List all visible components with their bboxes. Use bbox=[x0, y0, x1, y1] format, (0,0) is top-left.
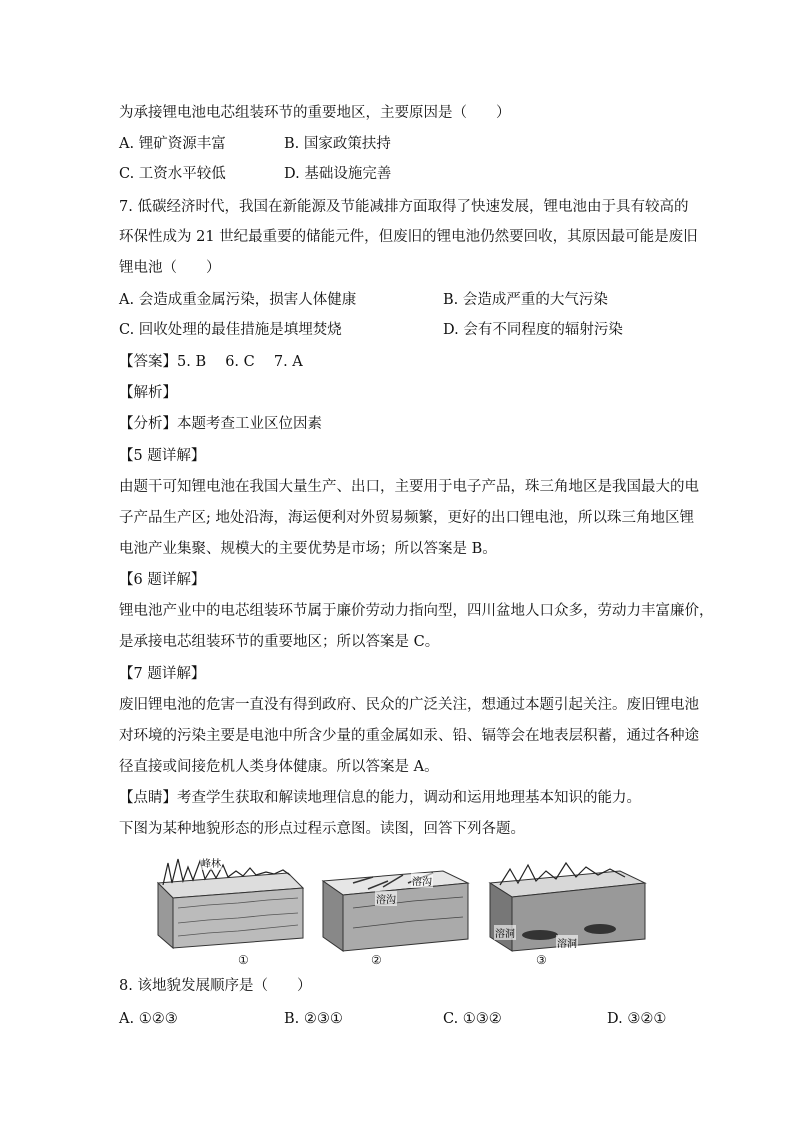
q7-option-a: A. 会造成重金属污染，损害人体健康 bbox=[119, 292, 357, 308]
q6-option-c: C. 工资水平较低 bbox=[119, 166, 226, 182]
q8-stem: 8. 该地貌发展顺序是（ ） bbox=[119, 978, 312, 994]
q7-stem-line2: 环保性成为 21 世纪最重要的储能元件，但废旧的锂电池仍然要回收，其原因最可能是废旧 bbox=[119, 229, 698, 245]
figure-2-number: ② bbox=[371, 953, 382, 967]
q7-option-d: D. 会有不同程度的辐射污染 bbox=[443, 322, 623, 338]
q7-detail-line3: 径直接或间接危机人类身体健康。所以答案是 A。 bbox=[119, 759, 439, 775]
q6-detail-line1: 锂电池产业中的电芯组装环节属于廉价劳动力指向型，四川盆地人口众多，劳动力丰富廉价， bbox=[119, 603, 714, 619]
q8-option-c: C. ①③② bbox=[443, 1011, 502, 1027]
q7-detail-line2: 对环境的污染主要是电池中所含少量的重金属如汞、铅、镉等会在地表层积蓄，通过各种途 bbox=[119, 728, 699, 744]
q7-option-c: C. 回收处理的最佳措施是填埋焚烧 bbox=[119, 322, 342, 338]
figure-1 bbox=[148, 853, 308, 967]
answer-line: 【答案】5. B 6. C 7. A bbox=[119, 354, 303, 370]
q5-detail-heading: 【5 题详解】 bbox=[119, 448, 206, 464]
analysis-heading: 【解析】 bbox=[119, 385, 177, 401]
q6-option-a: A. 锂矿资源丰富 bbox=[119, 136, 226, 152]
q8-option-b: B. ②③① bbox=[284, 1011, 343, 1027]
figure-2-groove-label-b: 溶沟 bbox=[375, 891, 397, 906]
q8-option-d: D. ③②① bbox=[607, 1011, 667, 1027]
figure-1-number: ① bbox=[238, 953, 249, 967]
q6-detail-heading: 【6 题详解】 bbox=[119, 572, 206, 588]
figure-2 bbox=[313, 853, 473, 967]
q5-detail-line1: 由题干可知锂电池在我国大量生产、出口，主要用于电子产品，珠三角地区是我国最大的电 bbox=[119, 479, 699, 495]
q7-stem-line1: 7. 低碳经济时代，我国在新能源及节能减排方面取得了快速发展，锂电池由于具有较高的 bbox=[119, 199, 689, 215]
q7-detail-heading: 【7 题详解】 bbox=[119, 666, 206, 682]
q6-option-d: D. 基础设施完善 bbox=[284, 166, 392, 182]
q6-stem-tail: 为承接锂电池电芯组装环节的重要地区，主要原因是（ ） bbox=[119, 105, 511, 121]
figure-1-block-diagram bbox=[148, 853, 308, 953]
q8-option-a: A. ①②③ bbox=[119, 1011, 178, 1027]
figure-3-number: ③ bbox=[536, 953, 547, 967]
q6-option-b: B. 国家政策扶持 bbox=[284, 136, 391, 152]
q6-detail-line2: 是承接电芯组装环节的重要地区；所以答案是 C。 bbox=[119, 634, 440, 650]
q5-detail-line3: 电池产业集聚、规模大的主要优势是市场；所以答案是 B。 bbox=[119, 541, 497, 557]
figure-3-cave-label-a: 溶洞 bbox=[494, 925, 516, 940]
analysis-summary: 【分析】本题考查工业区位因素 bbox=[119, 416, 322, 432]
q5-detail-line2: 子产品生产区; 地处沿海，海运便利对外贸易频繁，更好的出口锂电池，所以珠三角地区锂 bbox=[119, 510, 694, 526]
figure-2-groove-label-a: 溶沟 bbox=[411, 873, 433, 888]
q7-detail-line1: 废旧锂电池的危害一直没有得到政府、民众的广泛关注，想通过本题引起关注。废旧锂电池 bbox=[119, 697, 699, 713]
q7-stem-line3: 锂电池（ ） bbox=[119, 260, 221, 276]
q7-option-b: B. 会造成严重的大气污染 bbox=[443, 292, 608, 308]
landform-figures bbox=[148, 853, 668, 973]
figure-3-cave-label-b: 溶洞 bbox=[556, 935, 578, 950]
figure-1-peak-label: 峰林 bbox=[200, 855, 222, 870]
figure-3 bbox=[480, 853, 650, 967]
figure-intro-line: 下图为某种地貌形态的形点过程示意图。读图，回答下列各题。 bbox=[119, 821, 525, 837]
key-point-line: 【点睛】考查学生获取和解读地理信息的能力，调动和运用地理基本知识的能力。 bbox=[119, 790, 641, 806]
